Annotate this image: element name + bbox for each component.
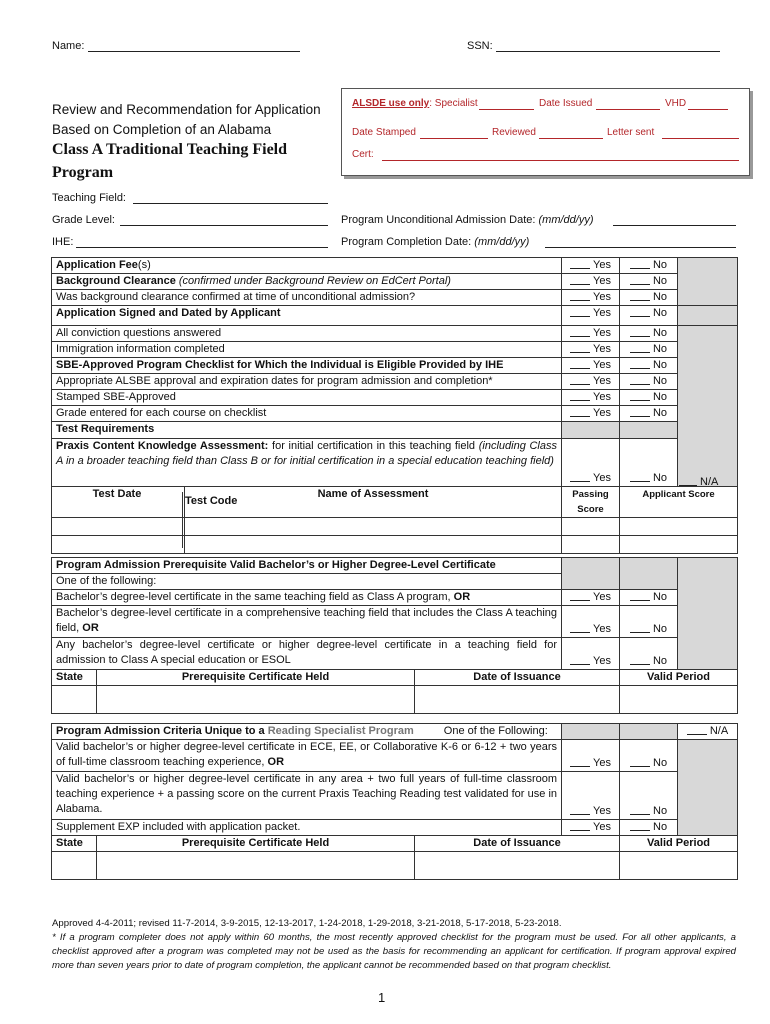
test-date-cell-2[interactable] — [52, 536, 185, 554]
s2-col-valid: Valid Period — [620, 670, 738, 686]
background-no[interactable]: No — [620, 274, 678, 290]
date-issued-field[interactable] — [596, 98, 660, 110]
approved-line: Approved 4-4-2011; revised 11-7-2014, 3-9-2015, 12-13-2017, 1-24-2018, 1-29-2018, 3-21-2018, 5-17-2018, 5-23-2018. — [52, 918, 562, 929]
name-field[interactable] — [88, 40, 300, 52]
immigration-yes[interactable]: Yes — [562, 342, 620, 358]
completion-date-input[interactable] — [545, 236, 736, 248]
s3-valid-cell[interactable] — [620, 852, 738, 880]
conviction-label: All conviction questions answered — [52, 326, 562, 342]
ssn-label: SSN: — [467, 40, 493, 52]
sbe-checklist-no[interactable]: No — [620, 358, 678, 374]
section2-opt2: Bachelor’s degree-level certificate in a comprehensive teaching field that includes the Class A teaching field, — [56, 607, 558, 634]
s2-valid-cell[interactable] — [620, 686, 738, 714]
alsde-reviewed: Reviewed — [492, 127, 536, 138]
praxis-title: Praxis Content Knowledge Assessment: — [56, 440, 269, 452]
col-applicant-score: Applicant Score — [620, 487, 738, 518]
s2-date-cell[interactable] — [415, 686, 620, 714]
teaching-field-input[interactable] — [133, 192, 328, 204]
teaching-field-label: Teaching Field: — [52, 192, 126, 204]
background-yes[interactable]: Yes — [562, 274, 620, 290]
signed-dated-label: Application Signed and Dated by Applicant — [52, 306, 562, 326]
s3-supplement-no[interactable]: No — [620, 820, 678, 836]
background-question: Was background clearance confirmed at time of unconditional admission? — [52, 290, 562, 306]
s3-col-prereq: Prerequisite Certificate Held — [97, 836, 415, 852]
alsde-date-issued: Date Issued — [539, 98, 593, 109]
alsde-box — [341, 88, 750, 176]
fee-no[interactable]: No — [620, 258, 678, 274]
s2-opt1-no[interactable]: No — [620, 590, 678, 606]
s3-col-date: Date of Issuance — [415, 836, 620, 852]
passing-score-cell-1[interactable] — [562, 518, 620, 536]
specialist-field[interactable] — [479, 98, 534, 110]
s2-opt3-no[interactable]: No — [620, 638, 678, 670]
page-number: 1 — [378, 990, 386, 1005]
section3-title: Program Admission Criteria Unique to a — [56, 725, 268, 737]
ssn-field[interactable] — [496, 40, 720, 52]
completion-date-format: (mm/dd/yy) — [474, 236, 530, 248]
praxis-italic: (including Class A in a broader teaching field than Class B or for initial certification in a special education teaching field) — [56, 440, 557, 467]
admission-date-label: Program Unconditional Admission Date: — [341, 214, 536, 226]
section3-title-program: Reading Specialist Program — [267, 725, 414, 737]
grade-entered-label: Grade entered for each course on checklist — [52, 406, 562, 422]
s2-prereq-cell[interactable] — [97, 686, 415, 714]
col-assessment: Name of Assessment — [185, 487, 562, 518]
s3-opt2-yes[interactable]: Yes — [562, 772, 620, 820]
col-test-date: Test Date — [92, 488, 142, 500]
s3-opt1-yes[interactable]: Yes — [562, 740, 620, 772]
section3-opt1: Valid bachelor’s or higher degree-level certificate in ECE, EE, or Collaborative K-6 or 6-12 + two years of full-time classroom teaching experience, — [56, 741, 558, 768]
alsde-date-stamped: Date Stamped — [352, 127, 416, 138]
sbe-checklist-label: SBE-Approved Program Checklist for Which the Individual is Eligible Provided by IHE — [52, 358, 562, 374]
col-test-code: Test Code — [185, 495, 238, 507]
letter-sent-field[interactable] — [662, 127, 739, 139]
immigration-label: Immigration information completed — [52, 342, 562, 358]
assessment-cell-2[interactable] — [185, 536, 562, 554]
test-date-cell-1[interactable] — [52, 518, 185, 536]
background-clearance-label: Background Clearance — [56, 275, 176, 287]
background-clearance-note: (confirmed under Background Review on EdCert Portal) — [175, 275, 451, 287]
footnote: * If a program completer does not apply within 60 months, the most recently approved checklist for the program must be used. For all other applicants, a checklist approved after a program was completed may not be used as the basis for recommending an applicant for certification. If program approval expired more than seven years prior to date of program completion, the applicant cannot be recommended based on that program checklist. — [52, 932, 736, 971]
title-line-2: Based on Completion of an Alabama — [52, 122, 272, 137]
grade-entered-no[interactable]: No — [620, 406, 678, 422]
s2-opt3-yes[interactable]: Yes — [562, 638, 620, 670]
s3-opt2-no[interactable]: No — [620, 772, 678, 820]
section3-table — [51, 723, 738, 880]
section2-opt2-or: OR — [82, 622, 99, 634]
sbe-checklist-yes[interactable]: Yes — [562, 358, 620, 374]
application-fee-suffix: (s) — [137, 259, 151, 271]
alsbe-no[interactable]: No — [620, 374, 678, 390]
signed-no[interactable]: No — [620, 306, 678, 326]
applicant-score-cell-1[interactable] — [620, 518, 738, 536]
section2-opt1: Bachelor’s degree-level certificate in the same teaching field as Class A program, — [56, 591, 454, 603]
s3-na[interactable]: N/A — [678, 724, 738, 740]
s2-state-cell[interactable] — [52, 686, 97, 714]
praxis-yes[interactable]: Yes — [562, 439, 620, 487]
applicant-score-cell-2[interactable] — [620, 536, 738, 554]
conviction-no[interactable]: No — [620, 326, 678, 342]
title-line-1: Review and Recommendation for Application — [52, 102, 321, 117]
signed-yes[interactable]: Yes — [562, 306, 620, 326]
title-line-3: Class A Traditional Teaching Field — [52, 141, 288, 158]
alsde-vhd: VHD — [665, 98, 687, 109]
section2-table — [51, 557, 738, 714]
grade-level-label: Grade Level: — [52, 214, 115, 226]
alsde-use-only: ALSDE use only — [352, 98, 430, 109]
col-passing-score: Passing Score — [562, 487, 620, 518]
section2-one-of: One of the following: — [52, 574, 562, 590]
section3-one-of: One of the Following: — [443, 725, 548, 737]
s2-opt2-no[interactable]: No — [620, 606, 678, 638]
s3-supplement-yes[interactable]: Yes — [562, 820, 620, 836]
s3-opt1-no[interactable]: No — [620, 740, 678, 772]
s3-col-state: State — [52, 836, 97, 852]
alsbe-yes[interactable]: Yes — [562, 374, 620, 390]
alsde-cert: Cert: — [352, 149, 374, 160]
section3-opt1-or: OR — [267, 756, 285, 768]
name-label: Name: — [52, 40, 85, 52]
s3-state-cell[interactable] — [52, 852, 97, 880]
section3-supplement: Supplement EXP included with application packet. — [52, 820, 562, 836]
immigration-no[interactable]: No — [620, 342, 678, 358]
stamped-label: Stamped SBE-Approved — [52, 390, 562, 406]
test-requirements-label: Test Requirements — [52, 422, 562, 439]
s3-date-cell[interactable] — [415, 852, 620, 880]
section1-table — [51, 257, 738, 554]
assessment-cell-1[interactable] — [185, 518, 562, 536]
s2-col-date: Date of Issuance — [415, 670, 620, 686]
alsbe-approval-label: Appropriate ALSBE approval and expiration dates for program admission and completion* — [52, 374, 562, 390]
stamped-yes[interactable]: Yes — [562, 390, 620, 406]
completion-date-label: Program Completion Date: — [341, 236, 472, 248]
bg-question-yes[interactable]: Yes — [562, 290, 620, 306]
s2-opt2-yes[interactable]: Yes — [562, 606, 620, 638]
section2-opt1-or: OR — [453, 591, 471, 603]
praxis-na[interactable]: N/A — [679, 475, 718, 488]
admission-date-format: (mm/dd/yy) — [538, 214, 594, 226]
ihe-label: IHE: — [52, 236, 74, 248]
s3-col-valid: Valid Period — [620, 836, 738, 852]
grade-entered-yes[interactable]: Yes — [562, 406, 620, 422]
footer — [52, 917, 736, 973]
ihe-input[interactable] — [76, 236, 328, 248]
section2-title: Program Admission Prerequisite Valid Bachelor’s or Higher Degree-Level Certificate — [52, 558, 562, 574]
alsde-letter-sent: Letter sent — [607, 127, 655, 138]
application-fee-label: Application Fee — [56, 259, 138, 271]
reviewed-field[interactable] — [539, 127, 603, 139]
cert-field[interactable] — [382, 149, 739, 161]
s3-prereq-cell[interactable] — [97, 852, 415, 880]
title-line-4: Program — [52, 164, 114, 181]
admission-date-input[interactable] — [613, 214, 736, 226]
passing-score-cell-2[interactable] — [562, 536, 620, 554]
section2-opt3: Any bachelor’s degree-level certificate or higher degree-level certificate in a teaching field for admission to Class A special education or ESOL — [52, 638, 562, 670]
praxis-no[interactable]: No — [620, 439, 678, 487]
s2-col-prereq: Prerequisite Certificate Held — [97, 670, 415, 686]
section3-opt2: Valid bachelor’s or higher degree-level certificate in any area + two full years of full-time classroom teaching experience + a passing score on the current Praxis Teaching Reading test validated for use in Alabama. — [52, 772, 562, 820]
date-stamped-field[interactable] — [420, 127, 488, 139]
grade-level-input[interactable] — [120, 214, 328, 226]
vhd-field[interactable] — [688, 98, 728, 110]
praxis-text: for initial certification in this teaching field — [268, 440, 479, 452]
s2-col-state: State — [52, 670, 97, 686]
alsde-specialist: : Specialist — [429, 98, 478, 109]
s2-opt1-yes[interactable]: Yes — [562, 590, 620, 606]
fee-yes[interactable]: Yes — [562, 258, 620, 274]
bg-question-no[interactable]: No — [620, 290, 678, 306]
conviction-yes[interactable]: Yes — [562, 326, 620, 342]
stamped-no[interactable]: No — [620, 390, 678, 406]
